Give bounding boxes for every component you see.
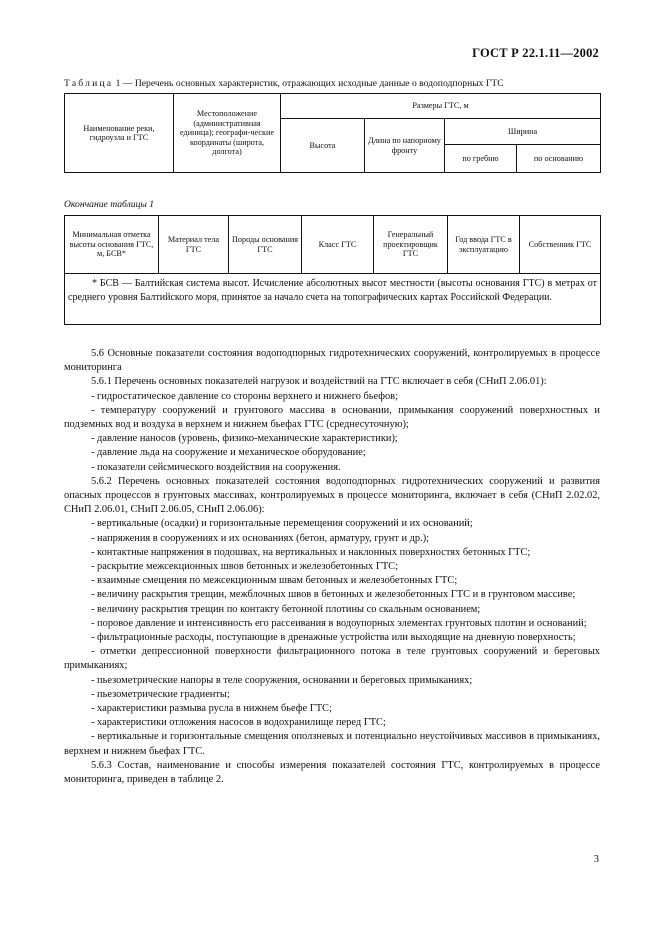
table1-end — [64, 215, 601, 325]
table1-caption-prefix: Таблица — [64, 78, 114, 89]
t1e-col-class: Класс ГТС — [302, 216, 374, 274]
table1-continuation-label: Окончание таблицы 1 — [64, 199, 155, 210]
t1-col-width-crest: по гребню — [445, 144, 517, 172]
list-item: - давление льда на сооружение и механическое оборудование; — [91, 447, 366, 459]
list-item: - вертикальные (осадки) и горизонтальные перемещения сооружений и их оснований; — [91, 518, 473, 530]
list-item: - температуру сооружений и грунтового массива в основании, примыкания сооружений поверхностных и подземных вод и воздуха в верхнем и нижнем бьефах ГТС (среднесуточную); — [64, 404, 600, 431]
page-number: 3 — [593, 854, 599, 865]
t1-col-width: Ширина — [445, 119, 601, 144]
paragraph: 5.6.2 Перечень основных показателей состояния водоподпорных гидротехнических сооружений и развития опасных процессов в грунтовых массивах, контролируемых в процессе мониторинга, включает в себя (СНиП 2.02.02, СНиП 2.06.01, СНиП 2.06.05, СНиП 2.06.06): — [64, 475, 600, 516]
table1 — [64, 93, 601, 173]
list-item: - характеристики размыва русла в нижнем бьефе ГТС; — [91, 703, 332, 715]
t1-col-height: Высота — [281, 119, 365, 173]
paragraph: 5.6.3 Состав, наименование и способы измерения показателей состояния ГТС, контролируемых в процессе мониторинга, приведен в таблице 2. — [64, 759, 600, 786]
t1e-footnote — [65, 274, 601, 325]
list-item: - поровое давление и интенсивность его рассеивания в водоупорных элементах грунтовых плотин и оснований; — [91, 617, 587, 629]
t1e-footnote-text: * БСВ — Балтийская система высот. Исчисление абсолютных высот местности (высоты основания ГТС) в метрах от среднего уровня Балтийского моря, принятое за начало счета на топографических картах Российской Федерации. — [68, 278, 597, 303]
paragraph: 5.6.1 Перечень основных показателей нагрузок и воздействий на ГТС включает в себя (СНиП 2.06.01): — [91, 376, 547, 388]
list-item: - контактные напряжения в подошвах, на вертикальных и наклонных поверхностях бетонных ГТС; — [91, 546, 531, 558]
list-item: - пьезометрические градиенты; — [91, 688, 230, 700]
table1-caption-text: 1 — Перечень основных характеристик, отражающих исходные данные о водоподпорных ГТС — [113, 78, 504, 89]
table1-caption — [64, 78, 600, 89]
list-item: - величину раскрытия трещин, межблочных швов в бетонных и железобетонных ГТС и в грунтовом массиве; — [91, 589, 576, 601]
list-item: - вертикальные и горизонтальные смещения оползневых и потенциально неустойчивых массивов в примыканиях, верхнем и нижнем бьефах ГТС. — [64, 731, 600, 757]
list-item: - величину раскрытия трещин по контакту бетонной плотины со скальным основанием; — [91, 603, 481, 615]
list-item: - характеристики отложения насосов в водохранилище перед ГТС; — [91, 717, 386, 729]
t1e-col-year: Год ввода ГТС в эксплуатацию — [448, 216, 520, 274]
t1e-col-min-elevation: Минимальная отметка высоты основания ГТС, м, БСВ* — [65, 216, 159, 274]
t1e-col-rocks: Породы основания ГТС — [229, 216, 302, 274]
t1e-col-material: Материал тела ГТС — [159, 216, 229, 274]
t1e-col-designer: Генеральный проектировщик ГТС — [374, 216, 448, 274]
list-item: - давление наносов (уровень, физико-механические характеристики); — [91, 433, 398, 445]
list-item: - отметки депрессионной поверхности фильтрационного потока в теле грунтовых сооружений и береговых примыканиях; — [64, 646, 600, 672]
t1-col-length: Длина по напорному фронту — [365, 119, 445, 173]
list-item: - показатели сейсмического воздействия на сооружения. — [91, 461, 341, 473]
t1e-col-owner: Собственник ГТС — [520, 216, 601, 274]
list-item: - фильтрационные расходы, поступающие в дренажные устройства или выходящие на дневную поверхность; — [91, 632, 576, 644]
list-item: - гидростатическое давление со стороны верхнего и нижнего бьефов; — [91, 390, 398, 402]
list-item: - напряжения в сооружениях и их основаниях (бетон, арматуру, грунт и др.); — [91, 532, 430, 544]
t1-col-width-base: по основанию — [517, 144, 601, 172]
document-header: ГОСТ Р 22.1.11—2002 — [472, 46, 599, 60]
t1-col-sizes: Размеры ГТС, м — [281, 94, 601, 119]
t1-col-name: Наименование реки, гидроузла и ГТС — [65, 94, 174, 173]
list-item: - раскрытие межсекционных швов бетонных и железобетонных ГТС; — [91, 561, 398, 573]
section-heading: 5.6 Основные показатели состояния водоподпорных гидротехнических сооружений, контролируемых в процессе мониторинга — [64, 348, 600, 374]
t1-col-location: Местоположение (административная единица); географи-ческие координаты (широта, долгота) — [174, 94, 281, 173]
body-text — [64, 347, 600, 787]
list-item: - взаимные смещения по межсекционным швам бетонных и железобетонных ГТС; — [91, 575, 458, 587]
list-item: - пьезометрические напоры в теле сооружения, основании и береговых примыканиях; — [91, 674, 473, 686]
